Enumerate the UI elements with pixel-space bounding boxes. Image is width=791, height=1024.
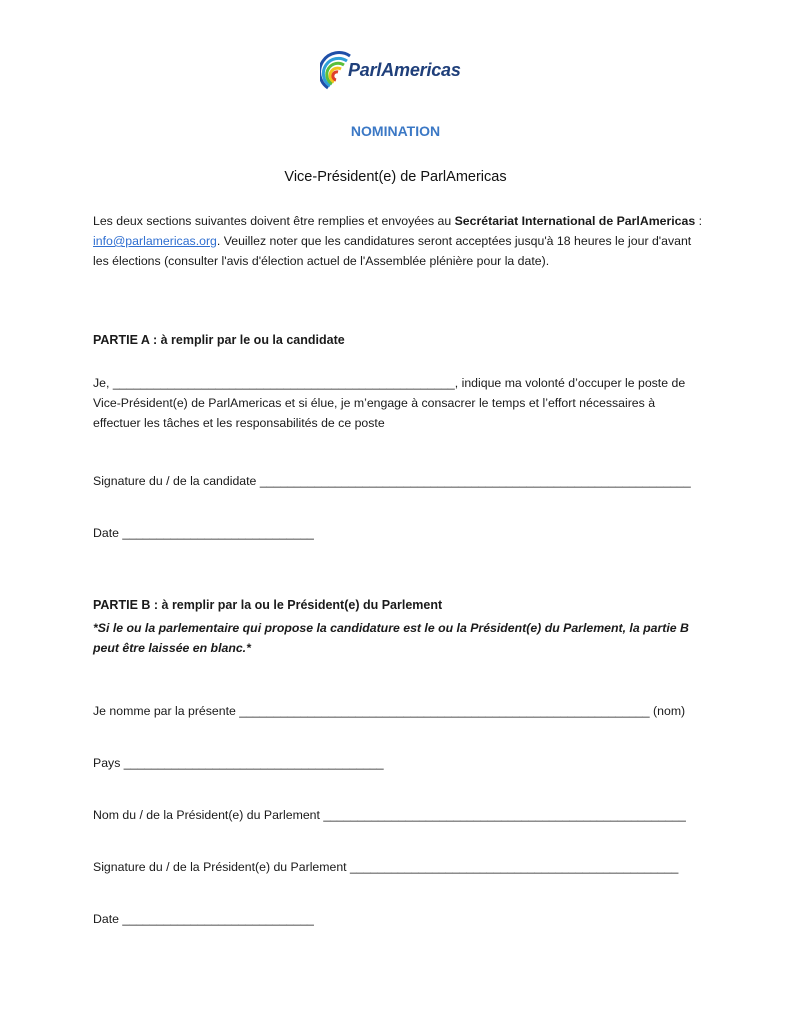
candidate-date-row: [93, 526, 314, 540]
nominate-row: [93, 704, 685, 718]
document-title: Vice-Président(e) de ParlAmericas: [284, 169, 507, 185]
logo-text: ParlAmericas: [348, 60, 461, 80]
email-link[interactable]: info@parlamericas.org: [93, 234, 217, 248]
speaker-name-field[interactable]: _____________________________________________________: [323, 808, 686, 822]
part-b-note: *Si le ou la parlementaire qui propose la candidature est le ou la Président(e) du Parlement, la partie B peut être laissée en blanc.*: [93, 621, 689, 655]
country-field[interactable]: ______________________________________: [123, 756, 384, 770]
parlamericas-logo: [320, 50, 480, 94]
intro-paragraph: [93, 211, 703, 271]
nominate-label: Je nomme par la présente: [93, 704, 240, 718]
candidate-signature-label: Signature du / de la candidate: [93, 474, 260, 488]
speaker-name-label: Nom du / de la Président(e) du Parlement: [93, 808, 324, 822]
speaker-date-label: Date: [93, 912, 123, 926]
nomination-label: NOMINATION: [350, 123, 441, 139]
intro-text-2: :: [695, 214, 703, 228]
speaker-signature-field[interactable]: ________________________________________________: [350, 860, 679, 874]
nominee-name-field[interactable]: ____________________________________________________________: [239, 704, 650, 718]
intro-text-3: . Veuillez noter que les candidatures seront acceptées jusqu'à 18 heures le jour d'avant les élections (consulter l'avis d'élection actuel de l'Assemblée plénière pour la date).: [93, 234, 692, 268]
candidate-date-field[interactable]: ____________________________: [122, 526, 314, 540]
candidate-signature-row: [93, 474, 691, 488]
intro-secretariat: Secrétariat International de ParlAmericas: [454, 214, 696, 228]
part-a-declaration: [93, 373, 703, 433]
candidate-date-label: Date: [93, 526, 123, 540]
nominate-suffix: (nom): [649, 704, 686, 718]
declaration-start: Je,: [93, 376, 113, 390]
country-label: Pays: [93, 756, 124, 770]
speaker-name-row: [93, 808, 686, 822]
intro-text-1: Les deux sections suivantes doivent être remplies et envoyées au: [93, 214, 455, 228]
declaration-rest: , indique ma volonté d’occuper le poste de Vice-Président(e) de ParlAmericas et si élue, je m’engage à consacrer le temps et l’effort nécessaires à effectuer les tâches et les responsabilités de ce poste: [93, 376, 686, 430]
speaker-signature-row: [93, 860, 678, 874]
part-a-title: PARTIE A : à remplir par le ou la candidate: [93, 333, 345, 347]
country-row: [93, 756, 384, 770]
candidate-name-field[interactable]: __________________________________________________: [112, 376, 455, 390]
speaker-signature-label: Signature du / de la Président(e) du Parlement: [93, 860, 351, 874]
candidate-signature-field[interactable]: _______________________________________________________________: [259, 474, 691, 488]
speaker-date-row: [93, 912, 314, 926]
part-b-title: PARTIE B : à remplir par la ou le Président(e) du Parlement: [93, 598, 443, 612]
speaker-date-field[interactable]: ____________________________: [122, 912, 314, 926]
